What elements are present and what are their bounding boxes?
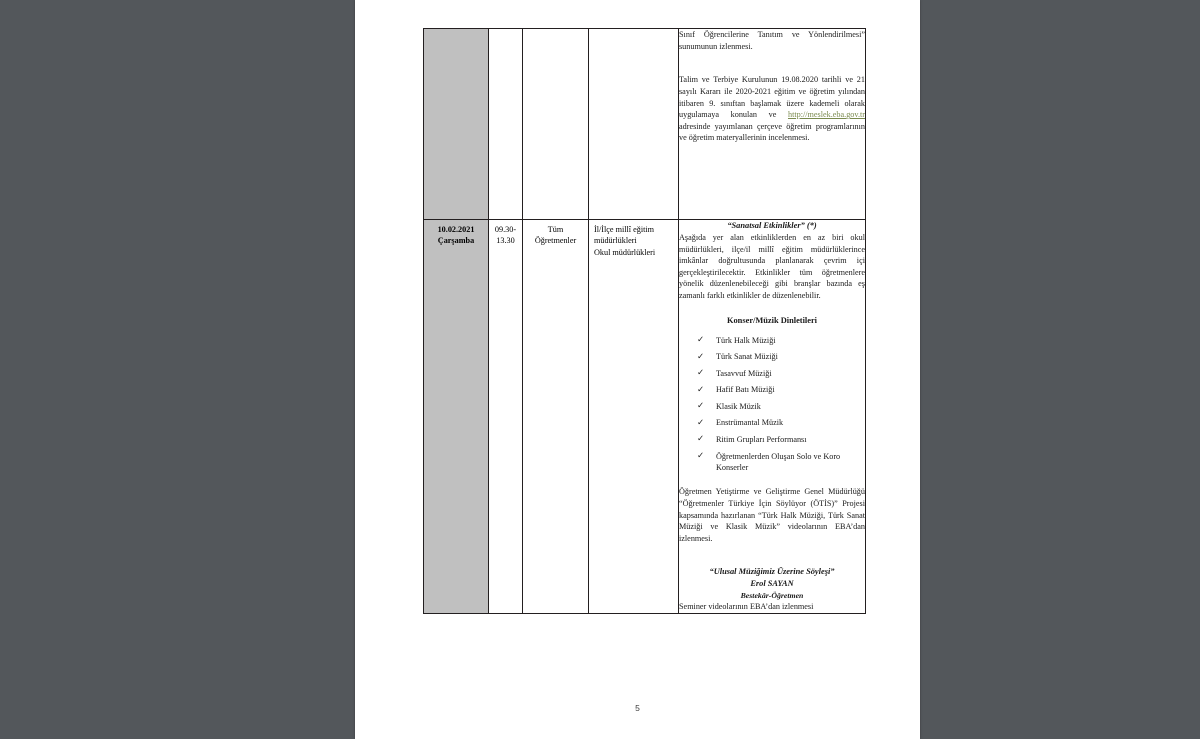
cell-audience	[523, 220, 589, 614]
date-line-1: 10.02.2021	[437, 225, 475, 234]
paragraph-spacer	[679, 327, 865, 335]
list-item-label: Ritim Grupları Performansı	[716, 434, 807, 444]
check-icon: ✓	[697, 451, 705, 461]
seminar-signature-block	[679, 566, 865, 613]
paragraph-2-text-before-link: Talim ve Terbiye Kurulunun 19.08.2020 tarihli ve 21 sayılı Kararı ile 2020-2021 eğitim ve öğretim yılından itibaren 9. sınıftan başlamak üzere kademeli olarak uygulamaya konulan ve	[679, 75, 865, 120]
paragraph-spacer	[679, 478, 865, 486]
list-item	[697, 434, 865, 445]
responsible-text	[589, 220, 678, 262]
cell-audience-continued	[523, 29, 589, 220]
list-item	[697, 384, 865, 395]
cell-date	[424, 220, 489, 614]
list-item	[697, 401, 865, 412]
schedule-table	[423, 28, 866, 614]
cell-responsible-continued	[589, 29, 679, 220]
meslek-eba-link[interactable]: http://meslek.eba.gov.tr	[787, 110, 865, 120]
seminar-speaker-role: Bestekâr-Öğretmen	[740, 591, 804, 601]
paragraph-spacer	[679, 52, 865, 74]
responsible-line-3: Okul müdürlükleri	[594, 247, 656, 257]
list-item-label: Türk Sanat Müziği	[716, 352, 778, 362]
check-icon: ✓	[697, 401, 705, 411]
sanatsal-etkinlikler-intro: Aşağıda yer alan etkinliklerden en az biri okul müdürlükleri, ilçe/il millî eğitim müdürlüklerince imkânlar doğrultusunda planlanarak çevrim içi gerçekleştirilecektir. Etkinlikler tüm öğretmenlere yönelik düzenlenebileceği gibi branşlar bazında eş zamanlı farklı etkinlikler de düzenlenebilir.	[679, 232, 865, 301]
cell-time	[489, 220, 523, 614]
list-item-label: Enstrümantal Müzik	[716, 418, 784, 428]
check-icon: ✓	[697, 351, 705, 361]
check-icon: ✓	[697, 368, 705, 378]
list-item-label: Tasavvuf Müziği	[716, 368, 772, 378]
otis-project-paragraph: Öğretmen Yetiştirme ve Geliştirme Genel Müdürlüğü “Öğretmenler Türkiye İçin Söylüyor (ÖTİS)” Projesi kapsamında hazırlanan “Türk Halk Müziği, Türk Sanat Müziği ve Klasik Müzik” videolarının EBA’dan izlenmesi.	[679, 487, 865, 543]
list-item	[697, 417, 865, 428]
time-line-1: 09.30-	[494, 225, 517, 234]
list-item	[697, 451, 865, 473]
paragraph-spacer	[679, 302, 865, 315]
audience-line-1: Tüm	[547, 225, 564, 234]
table-row	[424, 220, 866, 614]
page-number: 5	[635, 703, 640, 713]
konser-muzik-dinletileri-heading: Konser/Müzik Dinletileri	[726, 315, 818, 325]
seminar-note: Seminer videolarının EBA’dan izlenmesi	[679, 602, 814, 612]
time-line-2: 13.30	[496, 236, 515, 246]
cell-body	[679, 220, 866, 614]
document-page	[355, 0, 920, 739]
paragraph-spacer	[679, 544, 865, 566]
date-line-2: Çarşamba	[437, 236, 475, 246]
paragraph-2-text-after-link: adresinde yayımlanan çerçeve öğretim programlarının ve öğretim materyallerinin incelenmesi.	[679, 121, 865, 143]
check-icon: ✓	[697, 335, 705, 345]
list-item	[697, 368, 865, 379]
date-text	[424, 220, 488, 251]
list-item	[697, 351, 865, 362]
time-text	[489, 220, 522, 251]
continued-paragraph-2	[679, 74, 865, 144]
cell-body-continued	[679, 29, 866, 220]
responsible-line-2: müdürlükleri	[594, 236, 637, 246]
check-icon: ✓	[697, 417, 705, 427]
cell-date-continued	[424, 29, 489, 220]
cell-time-continued	[489, 29, 523, 220]
list-item-label: Öğretmenlerden Oluşan Solo ve Koro Konserler	[716, 451, 841, 472]
check-icon: ✓	[697, 384, 705, 394]
list-item-label: Türk Halk Müziği	[716, 335, 776, 345]
seminar-title: “Ulusal Müziğimiz Üzerine Söyleşi”	[709, 567, 835, 577]
list-item-label: Hafif Batı Müziği	[716, 385, 775, 395]
list-item	[697, 335, 865, 346]
responsible-line-1: İl/İlçe millî eğitim	[594, 225, 655, 234]
list-item-label: Klasik Müzik	[716, 401, 761, 411]
sanatsal-etkinlikler-heading: “Sanatsal Etkinlikler” (*)	[727, 221, 817, 230]
check-icon: ✓	[697, 434, 705, 444]
audience-text	[523, 220, 588, 251]
seminar-speaker-name: Erol SAYAN	[750, 579, 794, 589]
continued-paragraph-1: Sınıf Öğrencilerine Tanıtım ve Yönlendirilmesi” sunumunun izlenmesi.	[679, 30, 865, 51]
table-row	[424, 29, 866, 220]
cell-responsible	[589, 220, 679, 614]
audience-line-2: Öğretmenler	[534, 236, 577, 246]
music-activity-list	[679, 335, 865, 473]
